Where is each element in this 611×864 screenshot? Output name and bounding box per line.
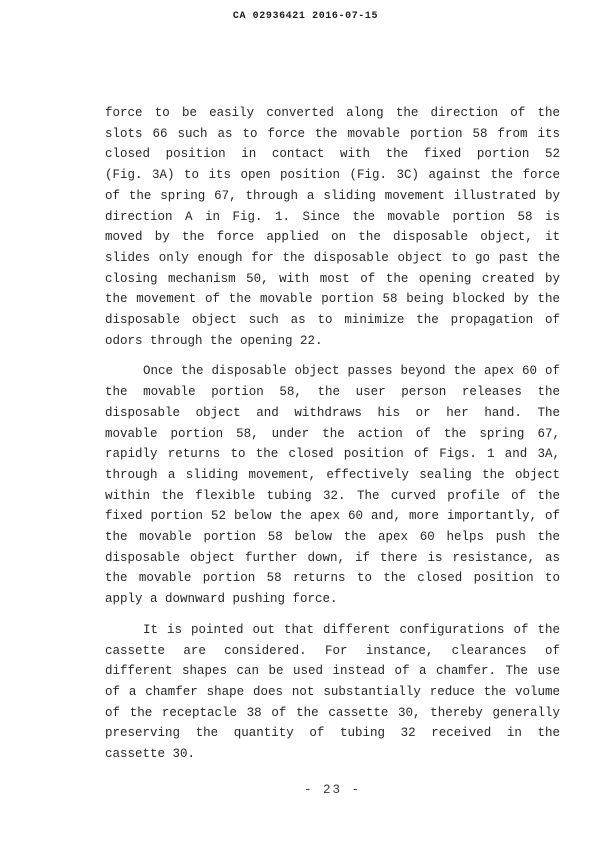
text-line: disposable object and withdraws his or her hand. The [105,405,560,420]
text-line: force to be easily converted along the direction of the [105,106,560,120]
text-line: disposable object such as to minimize the propagation of [105,313,560,328]
text-line: fixed portion 52 below the apex 60 and, more importantly, of [105,509,560,524]
text-line: slides only enough for the disposable object to go past the [105,250,560,265]
text-line: odors through the opening 22. [105,333,323,348]
text-line: It is pointed out that different configurations of the [143,622,560,637]
text-line: movable portion 58, under the action of the spring 67, [105,426,560,441]
text-line: cassette 30. [105,747,196,762]
text-line: preserving the quantity of tubing 32 received in the [105,726,560,741]
paragraph [105,361,560,609]
text-line: of the spring 67, through a sliding movement illustrated by [105,188,560,203]
text-line: slots 66 such as to force the movable portion 58 from its [105,126,560,141]
text-line: closed position in contact with the fixed portion 52 [105,147,560,162]
text-line: the movable portion 58, the user person releases the [105,385,560,400]
paragraph [105,620,560,765]
text-line: disposable object further down, if there is resistance, as [105,550,560,565]
page-number: - 23 - [303,783,361,797]
text-line: the movable portion 58 below the apex 60 helps push the [105,530,560,545]
text-line: (Fig. 3A) to its open position (Fig. 3C) against the force [105,168,560,183]
text-line: rapidly returns to the closed position of Figs. 1 and 3A, [105,447,560,462]
text-line: within the flexible tubing 32. The curved profile of the [105,488,560,503]
text-line: the movable portion 58 returns to the closed position to [105,571,560,586]
text-line: through a sliding movement, effectively sealing the object [105,467,560,482]
text-line: closing mechanism 50, with most of the opening created by [105,271,560,286]
text-line: the movement of the movable portion 58 being blocked by the [105,292,560,307]
text-line: direction A in Fig. 1. Since the movable portion 58 is [105,209,560,224]
text-line: of the receptacle 38 of the cassette 30, thereby generally [105,705,560,720]
body-text [105,103,560,775]
paragraph [105,103,560,351]
text-line: moved by the force applied on the disposable object, it [105,230,560,245]
text-line: cassette are considered. For instance, clearances of [105,643,560,658]
text-line: apply a downward pushing force. [105,592,338,607]
text-line: of a chamfer shape does not substantially reduce the volume [105,684,560,699]
document-header: CA 02936421 2016-07-15 [232,11,379,22]
text-line: different shapes can be used instead of a chamfer. The use [105,664,560,679]
text-line: Once the disposable object passes beyond the apex 60 of [143,364,560,379]
